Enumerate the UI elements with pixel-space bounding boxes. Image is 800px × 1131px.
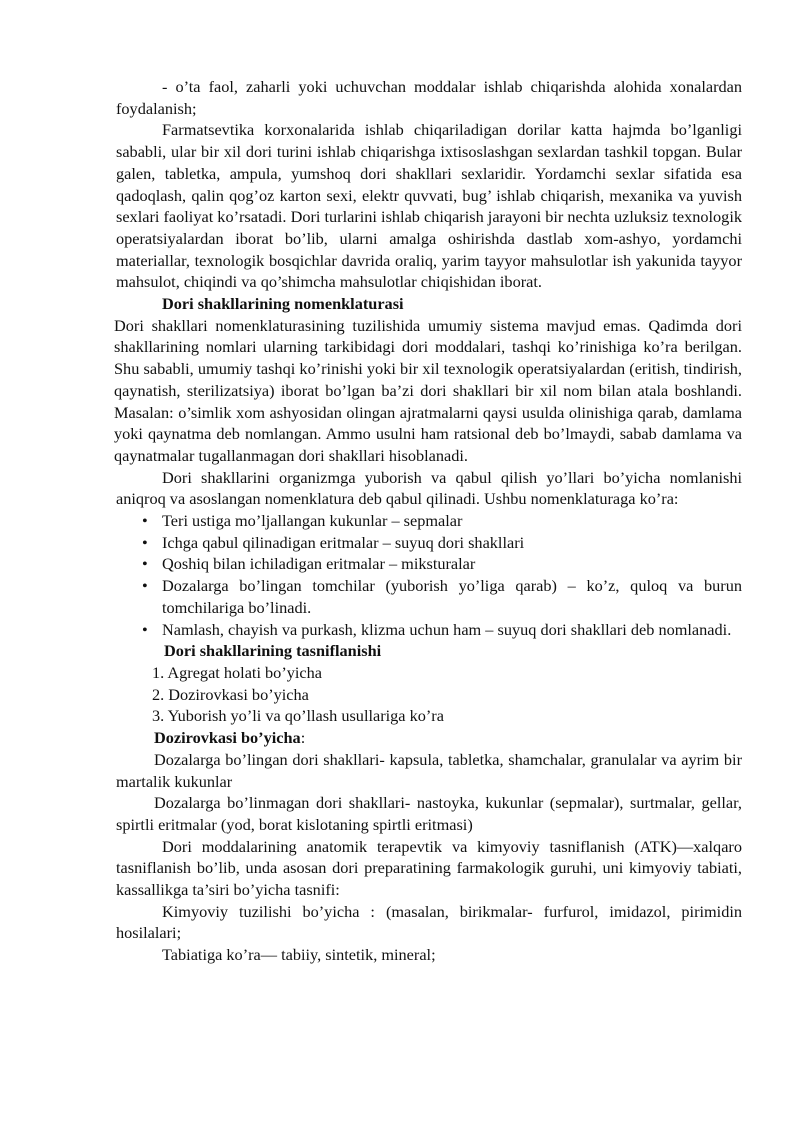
- nomenclature-list: [116, 510, 742, 640]
- classification-list: [116, 662, 742, 727]
- heading-dosage-colon: :: [300, 728, 306, 748]
- list-item: [116, 619, 742, 641]
- list-item-text: Qoshiq bilan ichiladigan eritmalar – miksturalar: [162, 554, 476, 574]
- bullet-icon: •: [142, 554, 148, 574]
- list-item: [116, 510, 742, 532]
- paragraph-undosed-forms: Dozalarga bo’linmagan dori shakllari- nastoyka, kukunlar (sepmalar), surtmalar, gellar, spirtli eritmalar (yod, borat kislotaning spirtli eritmasi): [116, 793, 742, 834]
- bullet-icon: •: [142, 619, 148, 639]
- list-item-text: Dozalarga bo’lingan tomchilar (yuborish yo’liga qarab) – ko’z, quloq va burun tomchilariga bo’linadi.: [162, 576, 742, 617]
- list-item: 1. Agregat holati bo’yicha: [152, 662, 322, 682]
- paragraph-safety-rule: - o’ta faol, zaharli yoki uchuvchan moddalar ishlab chiqarishda alohida xonalardan foydalanish;: [116, 77, 742, 118]
- list-item: [116, 575, 742, 618]
- list-item: [116, 532, 742, 554]
- list-item: 2. Dozirovkasi bo’yicha: [152, 684, 309, 704]
- heading-dosage-text: Dozirovkasi bo’yicha: [154, 728, 301, 748]
- paragraph-nature: Tabiatiga ko’ra— tabiiy, sintetik, mineral;: [162, 945, 436, 965]
- bullet-icon: •: [142, 532, 148, 552]
- list-item: 3. Yuborish yo’li va qo’llash usullariga ko’ra: [152, 706, 444, 726]
- bullet-icon: •: [142, 511, 148, 531]
- paragraph-pharma-enterprises: Farmatsevtika korxonalarida ishlab chiqariladigan dorilar katta hajmda bo’lganligi sababli, ular bir xil dori turini ishlab chiqarishga ixtisoslashgan sexlardan tashkil topgan. Bular galen, tabletka, ampula, yumshoq dori shakllari sexlaridir. Yordamchi sexlar sifatida esa qadoqlash, qalin qog’oz karton sexi, elektr quvvati, bug’ ishlab chiqarish, mexanika va yuvish sexlari faoliyat ko’rsatadi. Dori turlarini ishlab chiqarish jarayoni bir nechta uzluksiz texnologik operatsiyalardan iborat bo’lib, ularni amalga oshirishda dastlab xom-ashyo, yordamchi materiallar, texnologik bosqichlar davrida oraliq, yarim tayyor mahsulotlar ish yakunida tayyor mahsulot, chiqindi va qo’shimcha mahsulotlar chiqishidan iborat.: [116, 120, 742, 292]
- bullet-icon: •: [142, 576, 148, 596]
- paragraph-dosed-forms: Dozalarga bo’lingan dori shakllari- kapsula, tabletka, shamchalar, granulalar va ayrim bir martalik kukunlar: [116, 749, 742, 791]
- list-item-text: Namlash, chayish va purkash, klizma uchun ham – suyuq dori shakllari deb nomlanadi.: [162, 619, 732, 639]
- paragraph-chemical-structure: Kimyoviy tuzilishi bo’yicha : (masalan, birikmalar- furfurol, imidazol, pirimidin hosilalari;: [116, 901, 742, 943]
- list-item: [116, 553, 742, 575]
- list-item-text: Teri ustiga mo’ljallangan kukunlar – sepmalar: [162, 511, 463, 531]
- heading-dosage: [154, 727, 742, 749]
- paragraph-nomenclature: Dori shakllari nomenklaturasining tuzilishida umumiy sistema mavjud emas. Qadimda dori shakllarining nomlari ularning tarkibidagi dori moddalari, tashqi ko’rinishiga ko’ra berilgan. Shu sababli, umumiy tashqi ko’rinishi yoki bir xil texnologik operatsiyalardan (eritish, tindirish, qaynatish, sterilizatsiya) iborat bo’lgan ba’zi dori shakllari bir xil nom bilan atala boshlandi. Masalan: o’simlik xom ashyosidan olingan ajratmalarni qaysi usulda olinishiga qarab, damlama yoki qaynatma deb nomlangan. Ammo usulni ham ratsional deb bo’lmaydi, sabab damlama va qaynatmalar tugallanmagan dori shakllari hisoblanadi.: [114, 315, 742, 465]
- heading-nomenclature: Dori shakllarining nomenklaturasi: [162, 294, 404, 314]
- paragraph-atc: Dori moddalarining anatomik terapevtik va kimyoviy tasniflanish (ATK)—xalqaro tasniflanish bo’lib, unda asosan dori preparatining farmakologik guruhi, uni kimyoviy tabiati, kassallikga ta’siri bo’yicha tasnifi:: [116, 836, 742, 900]
- heading-classification: Dori shakllarining tasniflanishi: [164, 641, 382, 661]
- list-item-text: Ichga qabul qilinadigan eritmalar – suyuq dori shakllari: [162, 532, 525, 552]
- paragraph-nomenclature-2: Dori shakllarini organizmga yuborish va qabul qilish yo’llari bo’yicha nomlanishi aniqroq va asoslangan nomenklatura deb qabul qilinadi. Ushbu nomenklaturaga ko’ra:: [116, 467, 742, 509]
